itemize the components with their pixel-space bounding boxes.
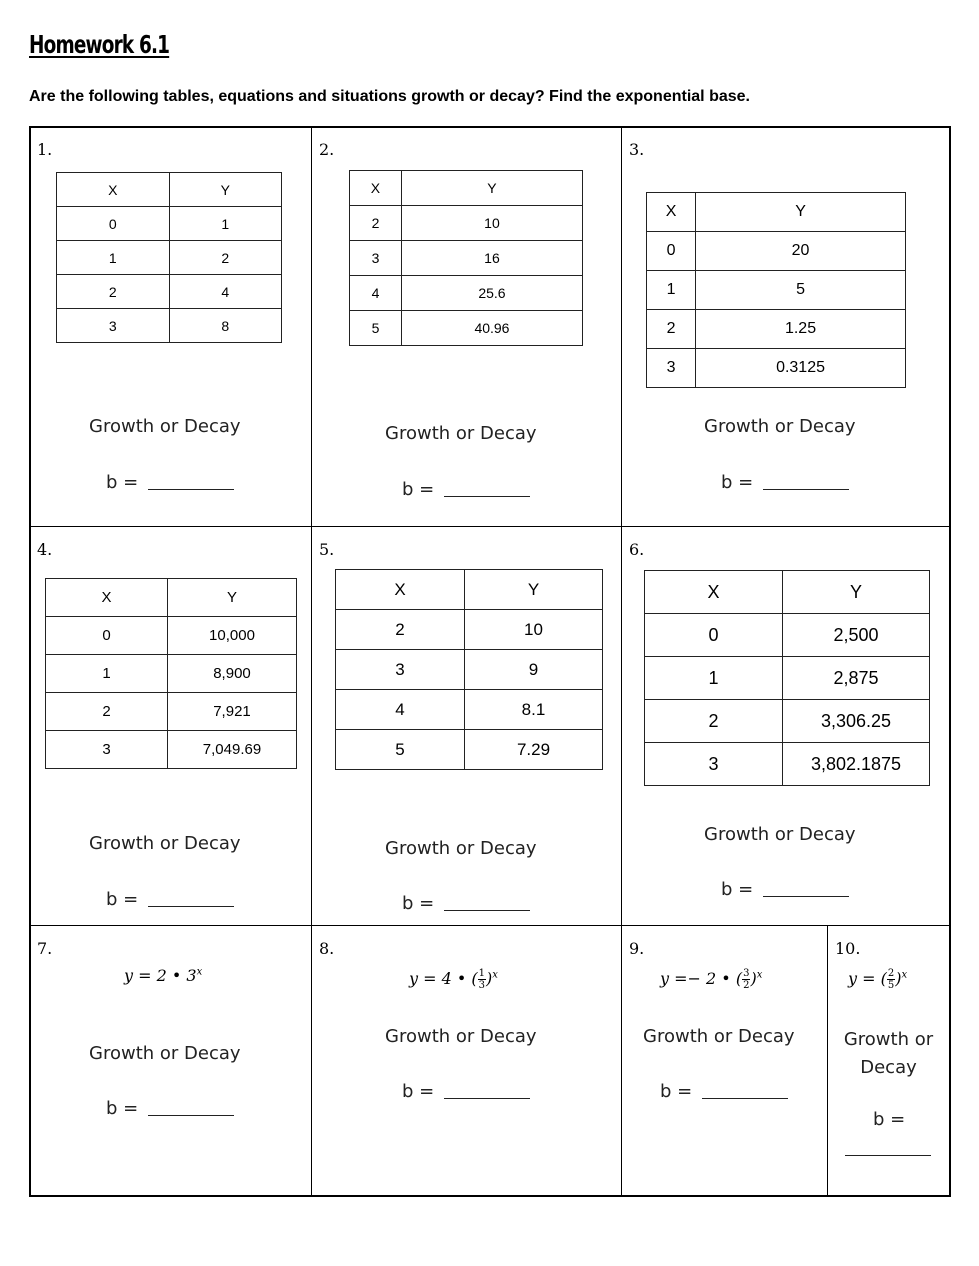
problem-3-cell (622, 126, 951, 527)
table-cell: 3 (647, 349, 696, 388)
close-paren: ) (750, 969, 757, 988)
table-cell: 8,900 (168, 655, 297, 693)
growth-or-decay: Growth or Decay (89, 416, 241, 437)
table-cell: 7.29 (465, 730, 603, 770)
problem-number: 10. (835, 939, 861, 958)
data-table (644, 570, 930, 786)
fraction (478, 968, 486, 991)
b-answer (106, 472, 234, 493)
header-y: Y (168, 579, 297, 617)
b-label: b = (402, 1081, 435, 1102)
table-cell: 2 (647, 310, 696, 349)
close-paren: ) (895, 969, 902, 988)
growth-or-decay: Growth or Decay (385, 1026, 537, 1047)
table-cell: 10 (401, 206, 582, 241)
header-x: X (350, 171, 402, 206)
table-cell: 0 (645, 614, 783, 657)
table-cell: 1 (647, 271, 696, 310)
table-cell: 3 (350, 241, 402, 276)
b-answer (660, 1081, 788, 1102)
answer-blank[interactable] (845, 1155, 931, 1156)
table-cell: 4 (350, 276, 402, 311)
table-cell: 3,306.25 (783, 700, 930, 743)
table-cell: 3 (336, 650, 465, 690)
b-label: b = (106, 1098, 139, 1119)
header-y: Y (783, 571, 930, 614)
problem-number: 1. (37, 140, 53, 159)
problem-number: 9. (629, 939, 645, 958)
fraction (887, 968, 895, 991)
table-cell: 1 (169, 207, 282, 241)
header-x: X (336, 570, 465, 610)
data-table (56, 172, 282, 343)
table-cell: 5 (336, 730, 465, 770)
growth-or-decay: Growth or Decay (89, 1043, 241, 1064)
b-label: b = (106, 889, 139, 910)
growth-or-decay: Growth or Decay (704, 416, 856, 437)
header-x: X (645, 571, 783, 614)
table-cell: 2 (350, 206, 402, 241)
growth-or-decay: Growth or Decay (385, 423, 537, 444)
table-cell: 2 (169, 241, 282, 275)
b-answer (106, 1098, 234, 1119)
data-table (335, 569, 603, 770)
table-cell: 4 (336, 690, 465, 730)
answer-blank[interactable] (702, 1098, 788, 1099)
page-title: Homework 6.1 (29, 30, 170, 59)
answer-blank[interactable] (444, 496, 530, 497)
table-cell: 5 (696, 271, 906, 310)
denominator: 2 (743, 980, 750, 991)
equation (124, 966, 202, 985)
table-cell: 3 (46, 731, 168, 769)
table-cell: 0 (647, 232, 696, 271)
table-cell: 5 (350, 311, 402, 346)
problem-number: 8. (319, 939, 335, 958)
table-cell: 7,049.69 (168, 731, 297, 769)
numerator: 2 (887, 968, 895, 979)
decay-line: Decay (860, 1057, 917, 1078)
numerator: 3 (743, 968, 750, 979)
exponent: x (196, 966, 203, 978)
b-label: b = (402, 893, 435, 914)
table-cell: 9 (465, 650, 603, 690)
answer-blank[interactable] (444, 910, 530, 911)
header-y: Y (465, 570, 603, 610)
b-label: b = (873, 1109, 906, 1130)
table-cell: 10 (465, 610, 603, 650)
answer-blank[interactable] (148, 489, 234, 490)
problem-10-cell (828, 926, 951, 1197)
table-cell: 2 (645, 700, 783, 743)
table-cell: 1 (57, 241, 170, 275)
table-cell: 3 (57, 309, 170, 343)
equation-base: y = 2 • 3 (124, 966, 197, 985)
exponent: x (756, 969, 763, 981)
b-answer (402, 479, 530, 500)
denominator: 3 (478, 980, 486, 991)
table-cell: 4 (169, 275, 282, 309)
b-label: b = (660, 1081, 693, 1102)
equation-base: y = ( (848, 969, 887, 988)
b-answer (402, 1081, 530, 1102)
header-y: Y (169, 173, 282, 207)
header-x: X (647, 193, 696, 232)
problem-number: 2. (319, 140, 335, 159)
table-cell: 2 (57, 275, 170, 309)
table-cell: 2 (336, 610, 465, 650)
growth-or-line: Growth or (843, 1029, 934, 1050)
problem-2-cell (312, 126, 622, 527)
growth-or-decay: Growth or Decay (385, 838, 537, 859)
problem-number: 5. (319, 540, 335, 559)
growth-or-decay: Growth or Decay (89, 833, 241, 854)
table-cell: 10,000 (168, 617, 297, 655)
table-cell: 3,802.1875 (783, 743, 930, 786)
table-cell: 0 (57, 207, 170, 241)
growth-or-decay: Growth or Decay (704, 824, 856, 845)
equation (660, 968, 762, 991)
b-label: b = (721, 879, 754, 900)
table-cell: 1 (46, 655, 168, 693)
growth-or-decay: Growth or Decay (643, 1026, 795, 1047)
b-label: b = (721, 472, 754, 493)
equation-base: y =− 2 • ( (660, 969, 743, 988)
answer-blank[interactable] (148, 906, 234, 907)
table-cell: 7,921 (168, 693, 297, 731)
growth-or-decay (828, 1026, 949, 1082)
instructions: Are the following tables, equations and situations growth or decay? Find the exponential base. (29, 88, 750, 105)
table-cell: 2,500 (783, 614, 930, 657)
problem-9-cell (622, 926, 828, 1197)
table-cell: 40.96 (401, 311, 582, 346)
answer-blank[interactable] (148, 1115, 234, 1116)
problem-number: 6. (629, 540, 645, 559)
table-cell: 16 (401, 241, 582, 276)
table-cell: 2,875 (783, 657, 930, 700)
b-answer (106, 889, 234, 910)
problem-5-cell (312, 527, 622, 926)
header-x: X (57, 173, 170, 207)
table-cell: 0 (46, 617, 168, 655)
data-table (45, 578, 297, 769)
answer-blank[interactable] (763, 489, 849, 490)
exponent: x (901, 969, 908, 981)
header-y: Y (401, 171, 582, 206)
problem-7-cell (29, 926, 312, 1197)
problem-8-cell (312, 926, 622, 1197)
b-label: b = (402, 479, 435, 500)
data-table (349, 170, 583, 346)
problem-number: 4. (37, 540, 53, 559)
table-cell: 25.6 (401, 276, 582, 311)
equation (409, 968, 498, 991)
problem-1-cell (29, 126, 312, 527)
table-cell: 0.3125 (696, 349, 906, 388)
close-paren: ) (486, 969, 493, 988)
b-answer (721, 879, 849, 900)
table-cell: 3 (645, 743, 783, 786)
table-cell: 1 (645, 657, 783, 700)
table-cell: 20 (696, 232, 906, 271)
table-cell: 1.25 (696, 310, 906, 349)
header-x: X (46, 579, 168, 617)
problem-number: 3. (629, 140, 645, 159)
b-label: b = (106, 472, 139, 493)
answer-blank[interactable] (763, 896, 849, 897)
problem-6-cell (622, 527, 951, 926)
denominator: 5 (887, 980, 895, 991)
table-cell: 2 (46, 693, 168, 731)
b-answer (402, 893, 530, 914)
data-table (646, 192, 906, 388)
equation-base: y = 4 • ( (409, 969, 478, 988)
b-answer (721, 472, 849, 493)
table-cell: 8.1 (465, 690, 603, 730)
table-cell: 8 (169, 309, 282, 343)
problem-number: 7. (37, 939, 53, 958)
exponent: x (492, 969, 498, 981)
header-y: Y (696, 193, 906, 232)
equation (848, 968, 907, 991)
numerator: 1 (478, 968, 486, 979)
problem-4-cell (29, 527, 312, 926)
answer-blank[interactable] (444, 1098, 530, 1099)
